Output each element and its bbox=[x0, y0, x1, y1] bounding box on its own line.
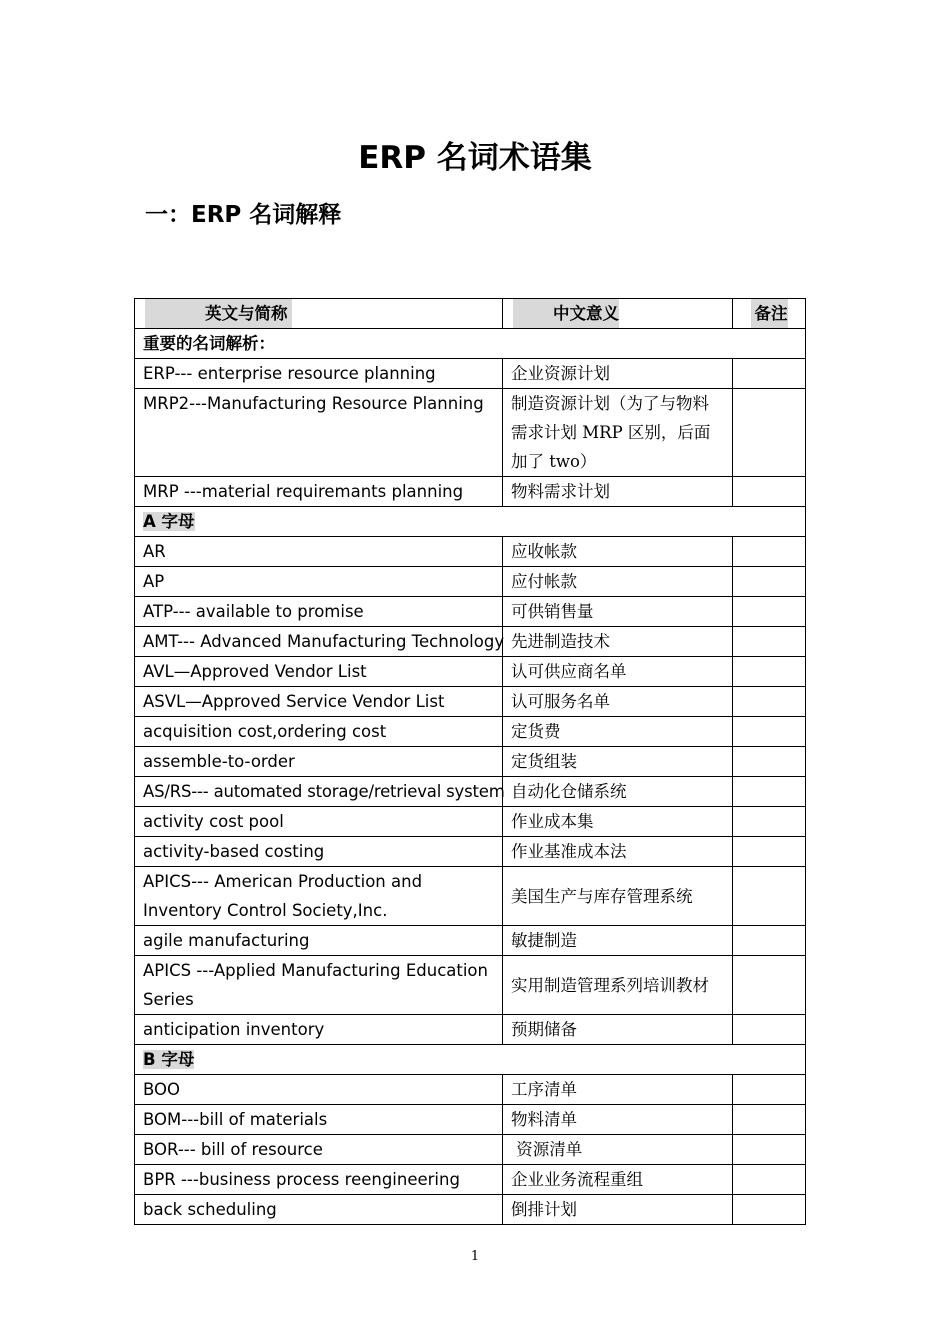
table-row bbox=[135, 597, 806, 627]
term-zh: 实用制造管理系列培训教材 bbox=[503, 956, 733, 1015]
section-a-text: A 字母 bbox=[143, 512, 195, 531]
term-zh: 作业成本集 bbox=[503, 807, 733, 837]
table-row bbox=[135, 1165, 806, 1195]
term-en: activity cost pool bbox=[135, 807, 503, 837]
term-en: ATP--- available to promise bbox=[135, 597, 503, 627]
table-header-row bbox=[135, 299, 806, 329]
term-note bbox=[733, 777, 806, 807]
table-row bbox=[135, 359, 806, 389]
table-row bbox=[135, 717, 806, 747]
term-note bbox=[733, 627, 806, 657]
document-title: ERP 名词术语集 bbox=[358, 140, 592, 176]
term-en: AP bbox=[135, 567, 503, 597]
term-note bbox=[733, 567, 806, 597]
term-en: AS/RS--- automated storage/retrieval system bbox=[135, 777, 503, 807]
term-note bbox=[733, 477, 806, 507]
term-zh: 认可服务名单 bbox=[503, 687, 733, 717]
term-note bbox=[733, 1075, 806, 1105]
term-zh: 物料需求计划 bbox=[503, 477, 733, 507]
term-en: MRP2---Manufacturing Resource Planning bbox=[135, 389, 503, 477]
section-heading: 一：ERP 名词解释 bbox=[145, 202, 342, 228]
table-row bbox=[135, 956, 806, 1015]
table-row bbox=[135, 1195, 806, 1225]
term-en: ERP--- enterprise resource planning bbox=[135, 359, 503, 389]
term-note bbox=[733, 359, 806, 389]
term-note bbox=[733, 1195, 806, 1225]
term-zh: 定货组装 bbox=[503, 747, 733, 777]
header-note-label: 备注 bbox=[751, 299, 788, 328]
term-zh: 作业基准成本法 bbox=[503, 837, 733, 867]
term-zh: 美国生产与库存管理系统 bbox=[503, 867, 733, 926]
term-zh: 认可供应商名单 bbox=[503, 657, 733, 687]
term-zh: 企业业务流程重组 bbox=[503, 1165, 733, 1195]
header-cell-note bbox=[733, 299, 806, 329]
table-row bbox=[135, 1075, 806, 1105]
term-en: AMT--- Advanced Manufacturing Technology bbox=[135, 627, 503, 657]
term-note bbox=[733, 1105, 806, 1135]
term-zh: 企业资源计划 bbox=[503, 359, 733, 389]
glossary-table bbox=[134, 298, 806, 1225]
term-en: BOR--- bill of resource bbox=[135, 1135, 503, 1165]
term-en: BOO bbox=[135, 1075, 503, 1105]
term-en: BPR ---business process reengineering bbox=[135, 1165, 503, 1195]
table-row bbox=[135, 1105, 806, 1135]
term-note bbox=[733, 389, 806, 477]
header-cell-en bbox=[135, 299, 503, 329]
table-row bbox=[135, 926, 806, 956]
term-en: APICS ---Applied Manufacturing Education Series bbox=[135, 956, 503, 1015]
table-row bbox=[135, 627, 806, 657]
term-en: acquisition cost,ordering cost bbox=[135, 717, 503, 747]
term-zh: 制造资源计划（为了与物料需求计划 MRP 区别，后面加了 two） bbox=[503, 389, 733, 477]
term-note bbox=[733, 1015, 806, 1045]
header-zh-label: 中文意义 bbox=[513, 299, 619, 328]
term-note bbox=[733, 657, 806, 687]
term-en: anticipation inventory bbox=[135, 1015, 503, 1045]
term-zh: 敏捷制造 bbox=[503, 926, 733, 956]
term-en: activity-based costing bbox=[135, 837, 503, 867]
term-note bbox=[733, 956, 806, 1015]
term-en: APICS--- American Production and Inventory Control Society,Inc. bbox=[135, 867, 503, 926]
term-en: BOM---bill of materials bbox=[135, 1105, 503, 1135]
term-en: MRP ---material requiremants planning bbox=[135, 477, 503, 507]
table-row bbox=[135, 777, 806, 807]
table-row bbox=[135, 389, 806, 477]
section-row-a bbox=[135, 507, 806, 537]
table-row bbox=[135, 1135, 806, 1165]
table-row bbox=[135, 537, 806, 567]
table-row bbox=[135, 567, 806, 597]
term-zh: 工序清单 bbox=[503, 1075, 733, 1105]
term-note bbox=[733, 1165, 806, 1195]
term-en: back scheduling bbox=[135, 1195, 503, 1225]
section-label-a bbox=[135, 507, 806, 537]
table-row bbox=[135, 477, 806, 507]
term-zh: 可供销售量 bbox=[503, 597, 733, 627]
table-row bbox=[135, 657, 806, 687]
term-en: assemble-to-order bbox=[135, 747, 503, 777]
term-zh: 应收帐款 bbox=[503, 537, 733, 567]
section-row-important bbox=[135, 329, 806, 359]
term-note bbox=[733, 926, 806, 956]
term-note bbox=[733, 1135, 806, 1165]
term-note bbox=[733, 807, 806, 837]
header-en-label: 英文与简称 bbox=[145, 299, 292, 328]
header-cell-zh bbox=[503, 299, 733, 329]
term-en: agile manufacturing bbox=[135, 926, 503, 956]
term-zh: 物料清单 bbox=[503, 1105, 733, 1135]
term-en: ASVL—Approved Service Vendor List bbox=[135, 687, 503, 717]
term-zh: 应付帐款 bbox=[503, 567, 733, 597]
term-note bbox=[733, 717, 806, 747]
term-note bbox=[733, 597, 806, 627]
table-row bbox=[135, 1015, 806, 1045]
term-zh: 倒排计划 bbox=[503, 1195, 733, 1225]
term-en: AR bbox=[135, 537, 503, 567]
section-label-b bbox=[135, 1045, 806, 1075]
term-note bbox=[733, 747, 806, 777]
term-zh: 预期储备 bbox=[503, 1015, 733, 1045]
section-row-b bbox=[135, 1045, 806, 1075]
table-row bbox=[135, 867, 806, 926]
term-zh: 定货费 bbox=[503, 717, 733, 747]
term-note bbox=[733, 537, 806, 567]
page-number: 1 bbox=[470, 1249, 480, 1264]
section-label-important: 重要的名词解析： bbox=[135, 329, 806, 359]
table-row bbox=[135, 747, 806, 777]
table-row bbox=[135, 837, 806, 867]
section-b-text: B 字母 bbox=[143, 1050, 195, 1069]
term-zh: 自动化仓储系统 bbox=[503, 777, 733, 807]
term-note bbox=[733, 837, 806, 867]
table-row bbox=[135, 807, 806, 837]
term-en: AVL—Approved Vendor List bbox=[135, 657, 503, 687]
term-note bbox=[733, 687, 806, 717]
term-zh: 资源清单 bbox=[503, 1135, 733, 1165]
term-note bbox=[733, 867, 806, 926]
table-row bbox=[135, 687, 806, 717]
term-zh: 先进制造技术 bbox=[503, 627, 733, 657]
